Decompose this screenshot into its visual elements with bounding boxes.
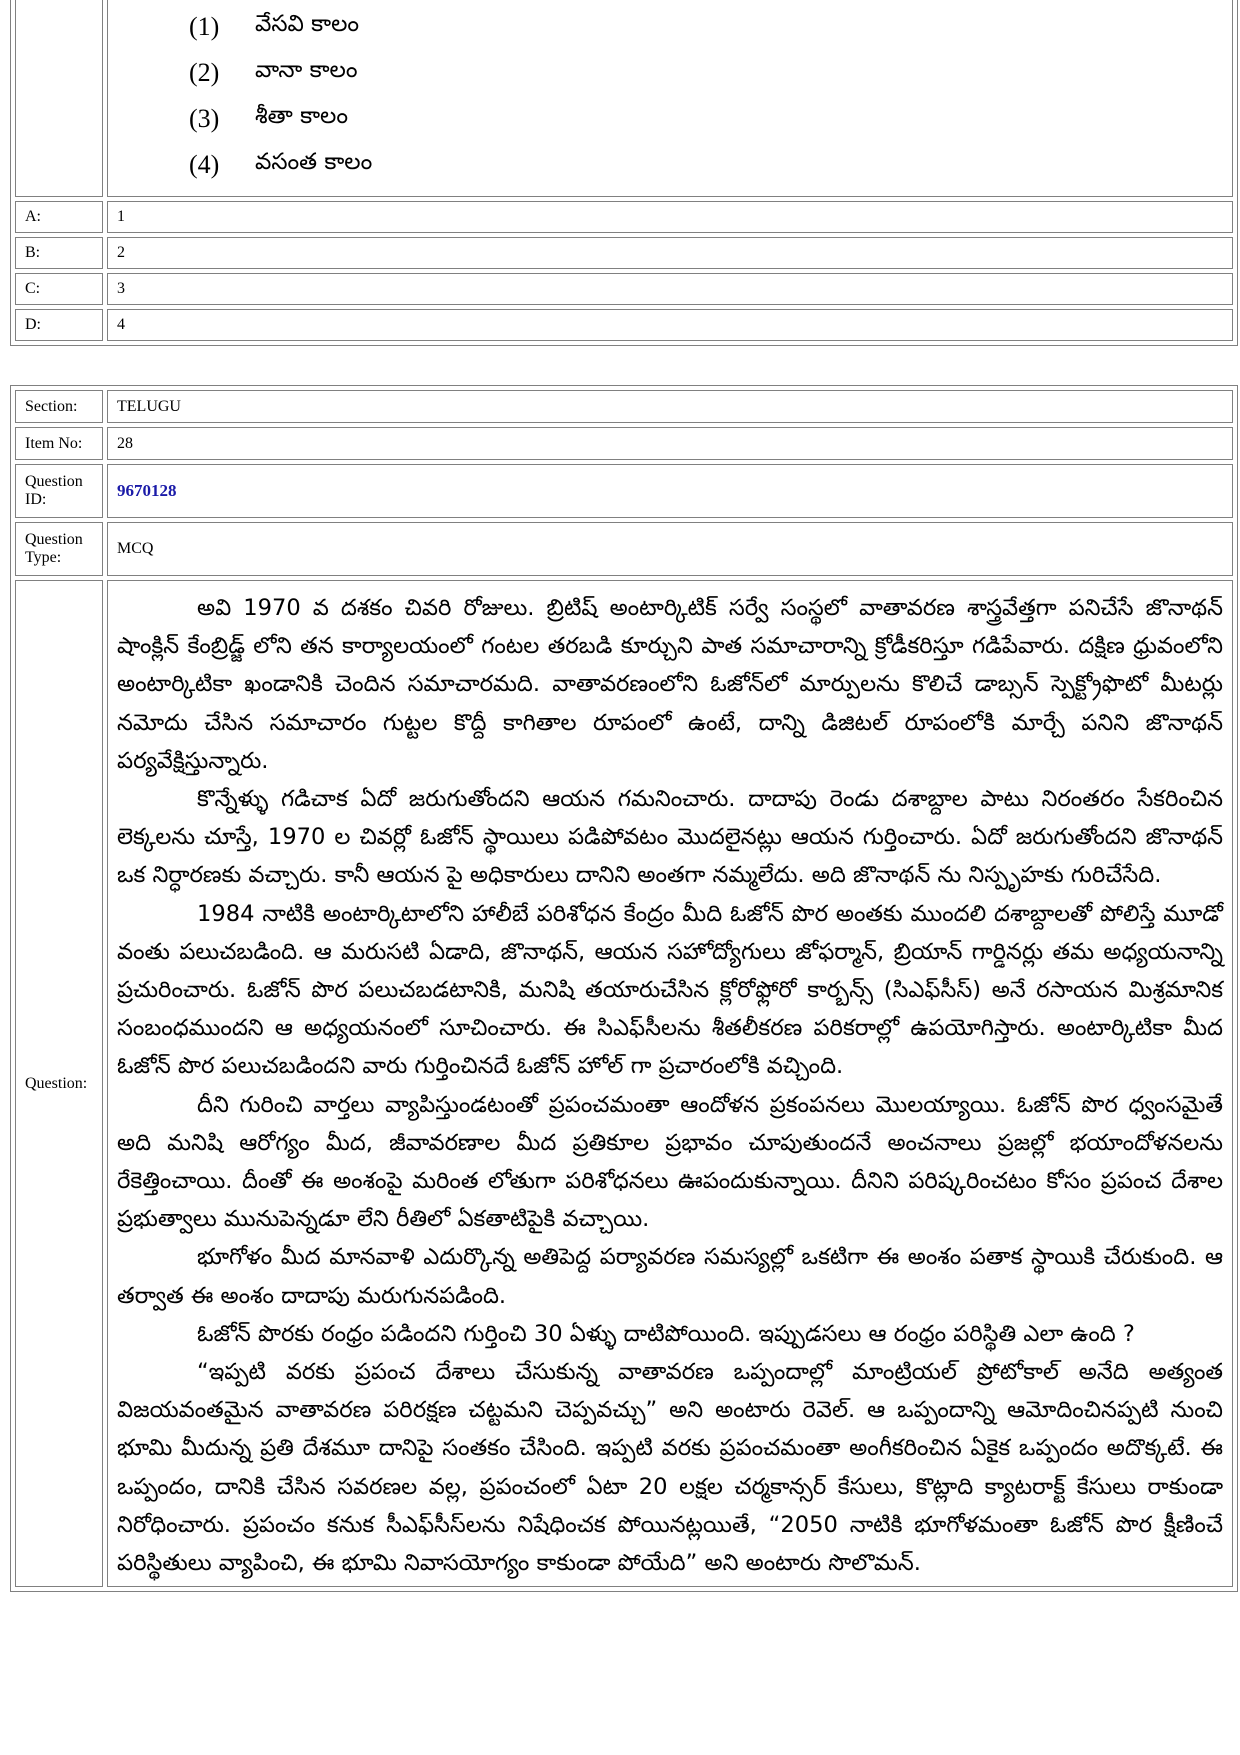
option-3 — [189, 96, 1223, 142]
options-row — [15, 0, 1233, 197]
answer-row-a — [15, 201, 1233, 233]
passage-paragraph: అవి 1970 వ దశకం చివరి రోజులు. బ్రిటిష్ అంటార్కిటిక్ సర్వే సంస్థలో వాతావరణ శాస్త్రవేత్తగా పనిచేసే జొనాథన్ షాంక్లిన్ కేంబ్రిడ్జ్ లోని తన కార్యాలయంలో గంటల తరబడి కూర్చుని పాత సమాచారాన్ని క్రోడీకరిస్తూ గడిపేవారు. దక్షిణ ధ్రువంలోని అంటార్కిటికా ఖండానికి చెందిన సమాచారమది. వాతావరణంలోని ఓజోన్‌లో మార్పులను కొలిచే డాబ్సన్ స్పెక్ట్రోఫొటో మీటర్లు నమోదు చేసిన సమాచారం గుట్టల కొద్దీ కాగితాల రూపంలో ఉంటే, దాన్ని డిజిటల్ రూపంలోకి మార్చే పనిని జొనాథన్ పర్యవేక్షిస్తున్నారు. — [117, 595, 1223, 774]
passage-paragraph: దీని గురించి వార్తలు వ్యాపిస్తుండటంతో ప్రపంచమంతా ఆందోళన ప్రకంపనలు మొలయ్యాయి. ఓజోన్ పొర ధ్వంసమైతే అది మనిషి ఆరోగ్యం మీద, జీవావరణాల మీద ప్రతికూల ప్రభావం చూపుతుందనే అంచనాలు ప్రజల్లో భయాందోళనలను రేకెత్తించాయి. దీంతో ఈ అంశంపై మరింత లోతుగా పరిశోధనలు ఊపందుకున్నాయి. దీనిని పరిష్కరించటం కోసం ప్రపంచ దేశాల ప్రభుత్వాలు మునుపెన్నడూ లేని రీతిలో ఏకతాటిపైకి వచ్చాయి. — [117, 1091, 1223, 1233]
question-id-value: 9670128 — [117, 481, 177, 500]
question-row — [15, 580, 1233, 1587]
answer-value: 1 — [107, 201, 1233, 233]
previous-question-table — [10, 0, 1238, 346]
option-2 — [189, 50, 1223, 96]
question-passage — [117, 581, 1223, 1586]
item-row — [15, 427, 1233, 460]
option-list — [117, 0, 1223, 196]
question-label: Question: — [15, 580, 103, 1587]
answer-row-b — [15, 237, 1233, 269]
answer-label: C: — [15, 273, 103, 305]
option-number: (3) — [189, 104, 220, 133]
answer-label: A: — [15, 201, 103, 233]
question-id-cell — [107, 464, 1233, 518]
answer-value: 3 — [107, 273, 1233, 305]
passage-paragraph: కొన్నేళ్ళు గడిచాక ఏదో జరుగుతోందని ఆయన గమనించారు. దాదాపు రెండు దశాబ్దాల పాటు నిరంతరం సేకరించిన లెక్కలను చూస్తే, 1970 ల చివర్లో ఓజోన్ స్థాయిలు పడిపోవటం మొదలైనట్లు ఆయన గుర్తించారు. ఏదో జరుగుతోందని జొనాథన్ ఒక నిర్ధారణకు వచ్చారు. కానీ ఆయన పై అధికారులు దానిని అంతగా నమ్మలేదు. అది జొనాథన్ ను నిస్పృహకు గురిచేసేది. — [117, 786, 1223, 889]
section-value: TELUGU — [107, 390, 1233, 423]
option-1 — [189, 4, 1223, 50]
question-type-label: Question Type: — [15, 522, 103, 576]
item-label: Item No: — [15, 427, 103, 460]
answer-row-d — [15, 309, 1233, 341]
answer-row-c — [15, 273, 1233, 305]
option-number: (4) — [189, 150, 220, 179]
question-type-row — [15, 522, 1233, 576]
question-type-value: MCQ — [107, 522, 1233, 576]
passage-paragraph: ఓజోన్ పొరకు రంధ్రం పడిందని గుర్తించి 30 ఏళ్ళు దాటిపోయింది. ఇప్పుడసలు ఆ రంధ్రం పరిస్థితి ఎలా ఉంది ? — [197, 1320, 1135, 1347]
question-table — [10, 385, 1238, 1592]
option-4 — [189, 142, 1223, 188]
option-text: వేసవి కాలం — [255, 11, 360, 37]
section-row — [15, 390, 1233, 423]
options-cell — [107, 0, 1233, 197]
answer-label: D: — [15, 309, 103, 341]
passage-paragraph: 1984 నాటికి అంటార్కిటాలోని హాలీబే పరిశోధన కేంద్రం మీది ఓజోన్ పొర అంతకు ముందలి దశాబ్దాలతో పోలిస్తే మూడో వంతు పలుచబడింది. ఆ మరుసటి ఏడాది, జొనాథన్, ఆయన సహోద్యోగులు జోఫర్మాన్, బ్రియాన్ గార్డినర్లు తమ అధ్యయనాన్ని ప్రచురించారు. ఓజోన్ పొర పలుచబడటానికి, మనిషి తయారుచేసిన క్లోరోఫ్లోరో కార్బన్స్ (సిఎఫ్‌సీస్) అనే రసాయన మిశ్రమానిక సంబంధముందని ఆ అధ్యయనంలో సూచించారు. ఈ సిఎఫ్‌సీలను శీతలీకరణ పరికరాల్లో ఉపయోగిస్తారు. అంటార్కిటికా మీద ఓజోన్ పొర పలుచబడిందని వారు గుర్తించినదే ఓజోన్ హోల్ గా ప్రచారంలోకి వచ్చింది. — [117, 900, 1223, 1080]
option-number: (1) — [189, 12, 220, 41]
option-text: శీతా కాలం — [255, 103, 349, 129]
section-label: Section: — [15, 390, 103, 423]
question-id-row — [15, 464, 1233, 518]
options-label-cell — [15, 0, 103, 197]
item-value: 28 — [107, 427, 1233, 460]
passage-paragraph: భూగోళం మీద మానవాళి ఎదుర్కొన్న అతిపెద్ద పర్యావరణ సమస్యల్లో ఒకటిగా ఈ అంశం పతాక స్థాయికి చేరుకుంది. ఆ తర్వాత ఈ అంశం దాదాపు మరుగునపడింది. — [117, 1244, 1223, 1309]
option-text: వానా కాలం — [255, 57, 358, 83]
question-id-label: Question ID: — [15, 464, 103, 518]
option-text: వసంత కాలం — [255, 149, 373, 175]
answer-value: 4 — [107, 309, 1233, 341]
passage-paragraph: “ఇప్పటి వరకు ప్రపంచ దేశాలు చేసుకున్న వాతావరణ ఒప్పందాల్లో మాంట్రియల్ ప్రోటోకాల్ అనేది అత్యంత విజయవంతమైన వాతావరణ పరిరక్షణ చట్టమని చెప్పవచ్చు” అని అంటారు రెవెల్. ఆ ఒప్పందాన్ని ఆమోదించినప్పటి నుంచి భూమి మీదున్న ప్రతి దేశమూ దానిపై సంతకం చేసింది. ఇప్పటి వరకు ప్రపంచమంతా అంగీకరించిన ఏకైక ఒప్పందం అదొక్కటే. ఈ ఒప్పందం, దానికి చేసిన సవరణల వల్ల, ప్రపంచంలో ఏటా 20 లక్షల చర్మకాన్సర్ కేసులు, కొట్లాది క్యాటరాక్ట్ కేసులు రాకుండా నిరోధించారు. ప్రపంచం కనుక సీఎఫ్‌సీస్‌లను నిషేధించక పోయినట్లయితే, “2050 నాటికి భూగోళమంతా ఓజోన్ పొర క్షీణించే పరిస్థితులు వ్యాపించి, ఈ భూమి నివాసయోగ్యం కాకుండా పోయేది” అని అంటారు సొలొమన్. — [117, 1359, 1223, 1577]
answer-value: 2 — [107, 237, 1233, 269]
answer-label: B: — [15, 237, 103, 269]
question-cell — [107, 580, 1233, 1587]
option-number: (2) — [189, 58, 220, 87]
